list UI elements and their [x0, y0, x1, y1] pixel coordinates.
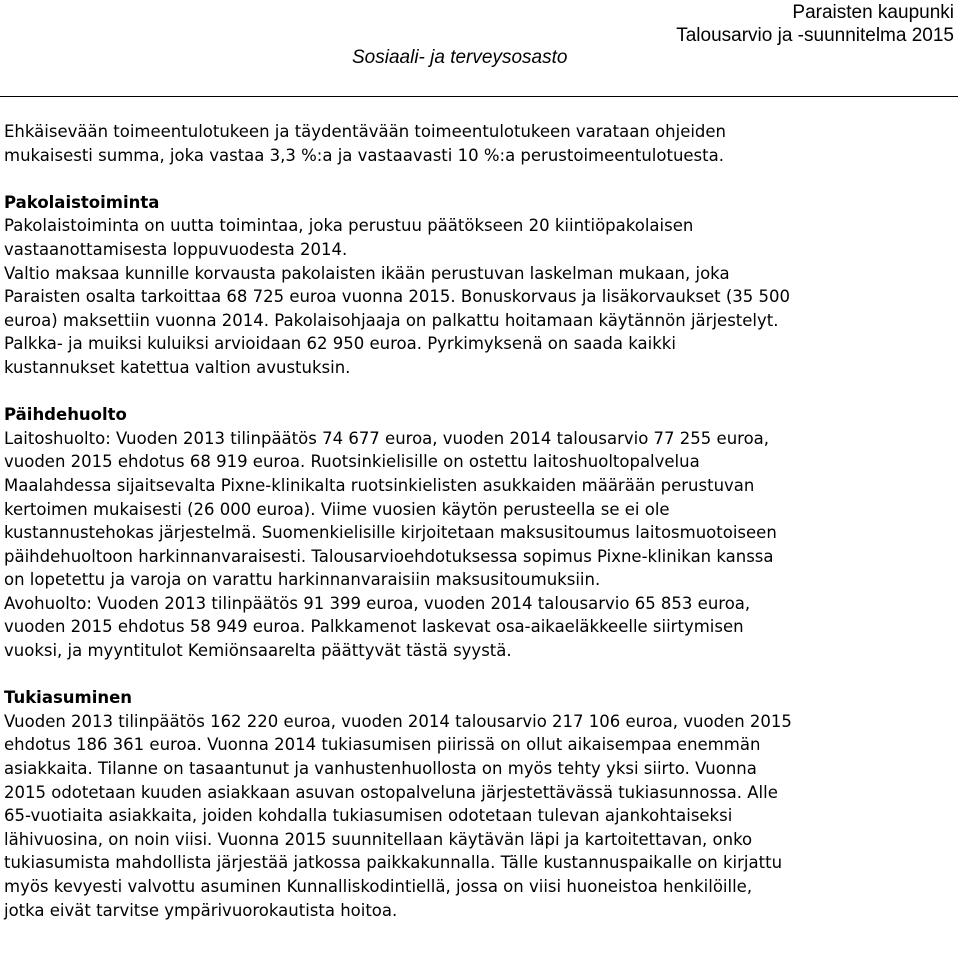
text-line: päihdehuoltoon harkinnanvaraisesti. Talousarvioehdotuksessa sopimus Pixne-klinikan kanssa	[4, 546, 774, 566]
text-line: Laitoshuolto: Vuoden 2013 tilinpäätös 74 677 euroa, vuoden 2014 talousarvio 77 255 euroa,	[4, 428, 770, 448]
text-line: tukiasumista mahdollista järjestää jatkossa paikkakunnalla. Tälle kustannuspaikalle on kirjattu	[4, 853, 783, 873]
text-line: Pakolaistoiminta on uutta toimintaa, joka perustuu päätökseen 20 kiintiöpakolaisen	[4, 216, 694, 236]
text-line: vuoden 2015 ehdotus 58 949 euroa. Palkkamenot laskevat osa-aikaeläkkeelle siirtymisen	[4, 617, 744, 637]
page-header	[0, 0, 958, 97]
text-line: Valtio maksaa kunnille korvausta pakolaisten ikään perustuvan laskelman mukaan, joka	[4, 263, 730, 283]
text-line: Vuoden 2013 tilinpäätös 162 220 euroa, vuoden 2014 talousarvio 217 106 euroa, vuoden 2015	[4, 711, 792, 731]
text-line: Palkka- ja muiksi kuluiksi arvioidaan 62 950 euroa. Pyrkimyksenä on saada kaikki	[4, 334, 676, 354]
text-line: kustannukset katettua valtion avustuksin.	[4, 357, 351, 377]
section-heading: Pakolaistoiminta	[4, 192, 160, 212]
section-substance-abuse	[4, 403, 956, 663]
intro-paragraph	[4, 120, 956, 167]
section-heading: Päihdehuolto	[4, 405, 127, 425]
section-heading: Tukiasuminen	[4, 688, 133, 708]
text-line: Paraisten osalta tarkoittaa 68 725 euroa vuonna 2015. Bonuskorvaus ja lisäkorvaukset (35 500	[4, 287, 791, 307]
text-line: 65-vuotiaita asiakkaita, joiden kohdalla tukiasumisen odotetaan tulevan ajankohtaiseksi	[4, 806, 733, 826]
text-line: jotka eivät tarvitse ympärivuorokautista hoitoa.	[4, 900, 398, 920]
header-city: Paraisten kaupunki	[792, 2, 954, 23]
text-line: myös kevyesti valvottu asuminen Kunnalliskodintiellä, jossa on viisi huoneistoa henkilöille,	[4, 877, 753, 896]
text-line: kertoimen mukaisesti (26 000 euroa). Viime vuosien käytön perusteella se ei ole	[4, 499, 670, 519]
text-line: vuoden 2015 ehdotus 68 919 euroa. Ruotsinkielisille on ostettu laitoshuoltopalvelua	[4, 452, 700, 472]
text-line: vuoksi, ja myyntitulot Kemiönsaarelta päättyvät tästä syystä.	[4, 641, 512, 661]
text-line: asiakkaita. Tilanne on tasaantunut ja vanhustenhuollosta on myös tehty yksi siirto. Vuonna	[4, 759, 757, 779]
paragraph-gap	[4, 380, 956, 404]
text-line: kustannustehokas järjestelmä. Suomenkielisille kirjoitetaan maksusitoumus laitosmuotoiseen	[4, 523, 777, 543]
paragraph-gap	[4, 663, 956, 687]
text-line: on lopetettu ja varoja on varattu harkinnanvaraisiin maksusitoumuksiin.	[4, 570, 601, 590]
text-line: euroa) maksettiin vuonna 2014. Pakolaisohjaaja on palkattu hoitamaan käytännön järjestelyt.	[4, 310, 779, 330]
text-line: Ehkäisevään toimeentulotukeen ja täydentävään toimeentulotukeen varataan ohjeiden	[4, 122, 727, 141]
text-line: Maalahdessa sijaitsevalta Pixne-klinikalta ruotsinkielisten asukkaiden määrään perustuvan	[4, 475, 755, 495]
header-budget-title: Talousarvio ja -suunnitelma 2015	[676, 25, 954, 46]
text-line: ehdotus 186 361 euroa. Vuonna 2014 tukiasumisen piirissä on ollut aikaisempaa enemmän	[4, 735, 761, 755]
section-supported-housing	[4, 686, 956, 922]
text-line: mukaisesti summa, joka vastaa 3,3 %:a ja vastaavasti 10 %:a perustoimeentulotuesta.	[4, 145, 724, 165]
text-line: Avohuolto: Vuoden 2013 tilinpäätös 91 399 euroa, vuoden 2014 talousarvio 65 853 euroa,	[4, 593, 751, 613]
header-department: Sosiaali- ja terveysosasto	[352, 47, 568, 68]
section-refugee	[4, 191, 956, 380]
text-line: lähivuosina, on noin viisi. Vuonna 2015 suunnitellaan käytävän läpi ja kartoitettavan, onko	[4, 829, 753, 849]
document-body	[4, 120, 956, 922]
paragraph-gap	[4, 167, 956, 191]
text-line: vastaanottamisesta loppuvuodesta 2014.	[4, 239, 348, 259]
text-line: 2015 odotetaan kuuden asiakkaan asuvan ostopalveluna järjestettävässä tukiasunnossa. Alle	[4, 782, 778, 802]
